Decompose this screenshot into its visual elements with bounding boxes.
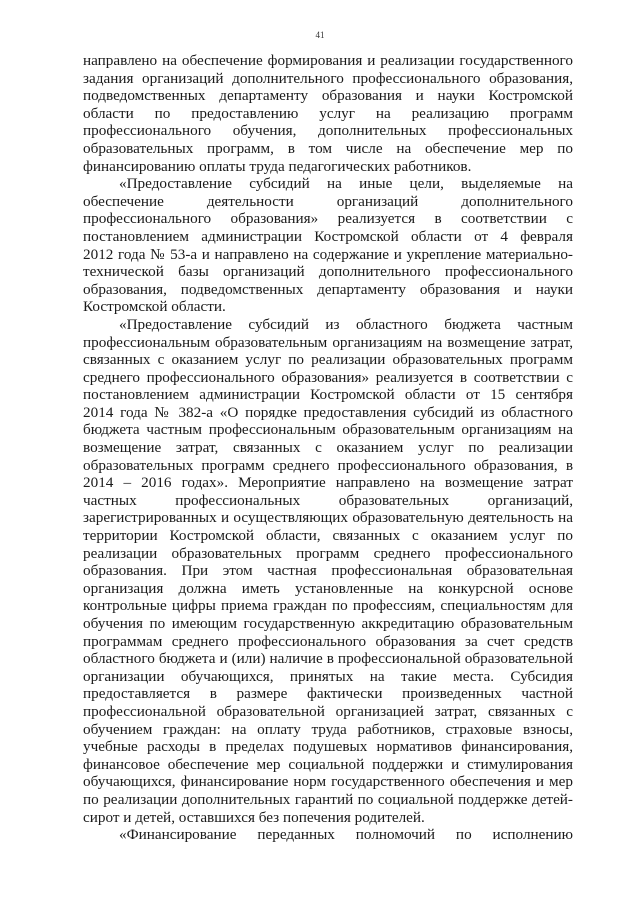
text-line: задания организаций дополнительного профессионального образования, — [83, 69, 573, 87]
page-number: 41 — [315, 30, 325, 40]
text-line: технической базы организаций дополнительного профессионального — [83, 263, 573, 281]
text-line: обучением граждан: на оплату труда работников, страховые взносы, — [83, 720, 573, 738]
text-line: сирот и детей, оставшихся без попечения родителей. — [83, 808, 425, 826]
text-line: образования. При этом частная профессиональная образовательная — [83, 562, 573, 580]
text-line: программам среднего профессионального образования за счет средств — [83, 632, 573, 650]
text-line: профессиональным образовательным организациям на возмещение затрат, — [83, 333, 573, 351]
text-line: постановлением администрации Костромской области от 4 февраля — [83, 227, 573, 245]
text-line: обеспечение деятельности организаций дополнительного — [83, 192, 573, 210]
text-line: «Предоставление субсидий из областного бюджета частным — [119, 315, 573, 333]
text-line: предоставляется в размере фактически произведенных частной — [83, 685, 573, 703]
text-line: области по предоставлению услуг на реализацию программ — [83, 104, 573, 122]
text-line: частных профессиональных образовательных организаций, — [83, 491, 573, 509]
text-line: связанных с оказанием услуг по реализации образовательных программ — [83, 351, 573, 369]
body-text — [83, 52, 573, 844]
text-line: организация должна иметь установленные на конкурсной основе — [83, 579, 573, 597]
text-line: 2014 – 2016 годах». Мероприятие направлено на возмещение затрат — [83, 474, 573, 492]
text-line: профессионального образования» реализуется в соответствии с — [83, 210, 573, 228]
text-line: 2012 года № 53-а и направлено на содержание и укрепление материально- — [83, 245, 573, 263]
paragraph — [83, 52, 573, 175]
text-line: областного бюджета и (или) наличие в профессиональной образовательной — [83, 650, 573, 668]
text-line: подведомственных департаменту образования и науки Костромской — [83, 87, 573, 105]
text-line: учебные расходы в пределах подушевых нормативов финансирования, — [83, 738, 573, 756]
paragraph — [83, 316, 573, 826]
text-line: обучающихся, финансирование норм государственного обеспечения и мер — [83, 773, 573, 791]
text-line: постановлением администрации Костромской области от 15 сентября — [83, 386, 573, 404]
text-line: профессиональной образовательной организацией затрат, связанных с — [83, 702, 573, 720]
text-line: направлено на обеспечение формирования и реализации государственного — [83, 52, 573, 69]
text-line: организации обучающихся, принятых на такие места. Субсидия — [83, 667, 573, 685]
text-line: финансовое обеспечение мер социальной поддержки и стимулирования — [83, 755, 573, 773]
text-line: образования, подведомственных департаменту образования и науки — [83, 280, 573, 298]
text-line: 2014 года № 382-а «О порядке предоставления субсидий из областного — [83, 403, 573, 421]
text-line: реализации образовательных программ среднего профессионального — [83, 544, 573, 562]
paragraph — [83, 826, 573, 844]
paragraph — [83, 175, 573, 316]
text-line: по реализации дополнительных гарантий по социальной поддержке детей- — [83, 790, 573, 808]
text-line: среднего профессионального образования» реализуется в соответствии с — [83, 368, 573, 386]
text-line: контрольные цифры приема граждан по профессиям, специальностям для — [83, 597, 573, 615]
text-line: Костромской области. — [83, 298, 226, 316]
text-line: образовательных программ среднего профессионального образования, в — [83, 456, 573, 474]
text-line: территории Костромской области, связанных с оказанием услуг по — [83, 527, 573, 545]
text-line: финансированию оплаты труда педагогических работников. — [83, 157, 472, 175]
text-line: «Предоставление субсидий на иные цели, выделяемые на — [119, 175, 573, 193]
text-line: возмещение затрат, связанных с оказанием услуг по реализации — [83, 439, 573, 457]
text-line: образовательных программ, в том числе на обеспечение мер по — [83, 139, 573, 157]
text-line: зарегистрированных и осуществляющих образовательную деятельность на — [83, 509, 573, 527]
text-line: «Финансирование переданных полномочий по исполнению — [119, 826, 573, 844]
text-line: профессионального обучения, дополнительных профессиональных — [83, 122, 573, 140]
text-line: обучения по имеющим государственную аккредитацию образовательным — [83, 615, 573, 632]
text-line: бюджета частным профессиональным образовательным организациям на — [83, 421, 573, 439]
